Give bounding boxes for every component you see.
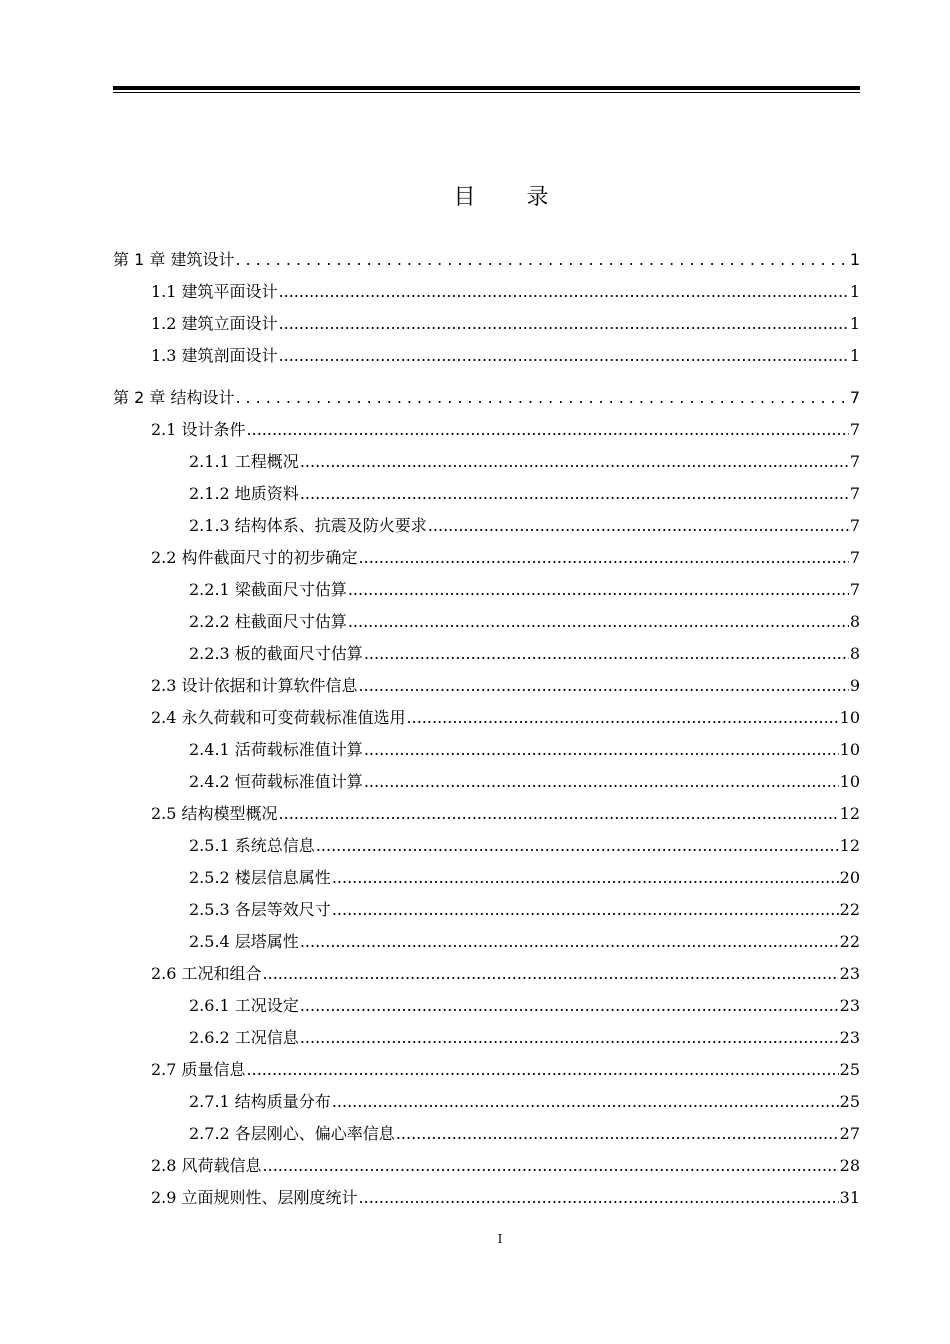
- header-rule-thick: [113, 86, 860, 90]
- toc-leader-dots: [316, 836, 839, 856]
- toc-leader-dots: [348, 612, 849, 632]
- toc-entry[interactable]: [113, 644, 860, 664]
- toc-entry-page-number: 25: [839, 1060, 860, 1079]
- toc-entry-label: 2.7 质量信息: [151, 1060, 246, 1079]
- toc-entry-page-number: 1: [849, 346, 860, 365]
- toc-entry[interactable]: [113, 612, 860, 632]
- toc-entry-page-number: 10: [839, 708, 860, 727]
- toc-entry-page-number: 1: [849, 314, 860, 333]
- toc-entry-label: 2.9 立面规则性、层刚度统计: [151, 1188, 358, 1207]
- toc-entry-page-number: 7: [849, 548, 860, 567]
- toc-leader-dots: [279, 346, 849, 366]
- toc-leader-dots: [279, 804, 839, 824]
- toc-entry-page-number: 23: [839, 964, 860, 983]
- toc-leader-dots: [359, 548, 849, 568]
- toc-leader-dots: [279, 282, 849, 302]
- toc-leader-dots: [332, 868, 839, 888]
- toc-entry-page-number: 7: [849, 420, 860, 439]
- toc-leader-dots: [235, 250, 848, 270]
- toc-leader-dots: [300, 1028, 839, 1048]
- toc-leader-dots: [300, 452, 849, 472]
- toc-entry-label: 2.3 设计依据和计算软件信息: [151, 676, 358, 695]
- toc-entry-label: 2.5.4 层塔属性: [189, 932, 299, 951]
- toc-entry-page-number: 23: [839, 1028, 860, 1047]
- toc-leader-dots: [348, 580, 849, 600]
- toc-entry-label: 2.5.1 系统总信息: [189, 836, 315, 855]
- toc-chapter-entry[interactable]: [113, 388, 860, 408]
- toc-leader-dots: [235, 388, 848, 408]
- toc-leader-dots: [359, 676, 849, 696]
- toc-entry[interactable]: [113, 996, 860, 1016]
- toc-leader-dots: [247, 420, 849, 440]
- toc-entry[interactable]: [113, 932, 860, 952]
- toc-entry[interactable]: [113, 1060, 860, 1080]
- toc-entry-page-number: 10: [839, 740, 860, 759]
- toc-entry-label: 2.1.1 工程概况: [189, 452, 299, 471]
- toc-entry-label: 1.3 建筑剖面设计: [151, 346, 278, 365]
- toc-entry[interactable]: [113, 548, 860, 568]
- toc-leader-dots: [300, 996, 839, 1016]
- toc-entry[interactable]: [113, 868, 860, 888]
- toc-entry[interactable]: [113, 452, 860, 472]
- toc-entry-label: 第 2 章 结构设计: [113, 388, 235, 407]
- toc-entry-label: 2.5 结构模型概况: [151, 804, 278, 823]
- toc-leader-dots: [407, 708, 839, 728]
- toc-entry-page-number: 7: [849, 388, 860, 407]
- toc-entry-page-number: 23: [839, 996, 860, 1015]
- toc-entry-label: 2.4.2 恒荷载标准值计算: [189, 772, 363, 791]
- toc-leader-dots: [300, 932, 839, 952]
- toc-entry[interactable]: [113, 804, 860, 824]
- toc-entry-page-number: 1: [849, 282, 860, 301]
- toc-entry[interactable]: [113, 708, 860, 728]
- toc-leader-dots: [263, 964, 839, 984]
- toc-entry-page-number: 7: [849, 580, 860, 599]
- toc-leader-dots: [279, 314, 849, 334]
- toc-entry-label: 2.4 永久荷载和可变荷载标准值选用: [151, 708, 406, 727]
- toc-leader-dots: [332, 1092, 839, 1112]
- toc-entry-page-number: 8: [849, 612, 860, 631]
- toc-entry[interactable]: [113, 740, 860, 760]
- toc-entry[interactable]: [113, 1188, 860, 1208]
- toc-entry[interactable]: [113, 1092, 860, 1112]
- toc-entry[interactable]: [113, 314, 860, 334]
- toc-entry[interactable]: [113, 516, 860, 536]
- toc-entry-label: 2.5.2 楼层信息属性: [189, 868, 331, 887]
- toc-leader-dots: [396, 1124, 839, 1144]
- toc-entry[interactable]: [113, 1028, 860, 1048]
- page-number-footer: I: [497, 1232, 503, 1246]
- toc-entry[interactable]: [113, 484, 860, 504]
- toc-entry-label: 2.2 构件截面尺寸的初步确定: [151, 548, 358, 567]
- toc-entry-label: 1.1 建筑平面设计: [151, 282, 278, 301]
- toc-leader-dots: [247, 1060, 839, 1080]
- toc-entry-label: 2.6.1 工况设定: [189, 996, 299, 1015]
- toc-entry-page-number: 27: [839, 1124, 860, 1143]
- toc-entry-label: 2.2.2 柱截面尺寸估算: [189, 612, 347, 631]
- toc-leader-dots: [364, 644, 849, 664]
- toc-entry-label: 2.7.2 各层刚心、偏心率信息: [189, 1124, 395, 1143]
- toc-entry-label: 2.6 工况和组合: [151, 964, 262, 983]
- toc-entry-page-number: 7: [849, 516, 860, 535]
- toc-entry-label: 2.2.1 梁截面尺寸估算: [189, 580, 347, 599]
- toc-entry[interactable]: [113, 772, 860, 792]
- toc-leader-dots: [332, 900, 839, 920]
- toc-entry-page-number: 12: [839, 804, 860, 823]
- toc-entry-page-number: 25: [839, 1092, 860, 1111]
- toc-entry[interactable]: [113, 1124, 860, 1144]
- toc-entry-page-number: 1: [849, 250, 860, 269]
- toc-entry-page-number: 8: [849, 644, 860, 663]
- toc-entry[interactable]: [113, 900, 860, 920]
- toc-entry-label: 第 1 章 建筑设计: [113, 250, 235, 269]
- toc-entry[interactable]: [113, 282, 860, 302]
- toc-entry[interactable]: [113, 964, 860, 984]
- toc-entry[interactable]: [113, 580, 860, 600]
- toc-entry-label: 2.8 风荷载信息: [151, 1156, 262, 1175]
- toc-leader-dots: [364, 772, 839, 792]
- toc-entry-label: 2.1 设计条件: [151, 420, 246, 439]
- toc-leader-dots: [364, 740, 839, 760]
- page-title: 目 录: [453, 185, 571, 210]
- toc-entry[interactable]: [113, 676, 860, 696]
- toc-chapter-entry[interactable]: [113, 250, 860, 270]
- toc-entry-page-number: 7: [849, 452, 860, 471]
- toc-leader-dots: [359, 1188, 839, 1208]
- header-rule-thin: [113, 92, 860, 93]
- toc-entry-page-number: 28: [839, 1156, 860, 1175]
- toc-entry-label: 2.1.3 结构体系、抗震及防火要求: [189, 516, 427, 535]
- toc-entry[interactable]: [113, 1156, 860, 1176]
- toc-entry-page-number: 22: [839, 900, 860, 919]
- toc-entry-page-number: 7: [849, 484, 860, 503]
- toc-entry-label: 2.6.2 工况信息: [189, 1028, 299, 1047]
- toc-entry-page-number: 9: [849, 676, 860, 695]
- toc-leader-dots: [428, 516, 849, 536]
- toc-entry[interactable]: [113, 836, 860, 856]
- toc-entry-label: 2.1.2 地质资料: [189, 484, 299, 503]
- toc-entry-label: 1.2 建筑立面设计: [151, 314, 278, 333]
- toc-leader-dots: [300, 484, 849, 504]
- toc-entry-label: 2.5.3 各层等效尺寸: [189, 900, 331, 919]
- toc-entry-page-number: 31: [839, 1188, 860, 1207]
- toc-entry-page-number: 20: [839, 868, 860, 887]
- toc-entry[interactable]: [113, 420, 860, 440]
- toc-leader-dots: [263, 1156, 839, 1176]
- toc-entry-label: 2.7.1 结构质量分布: [189, 1092, 331, 1111]
- toc-entry-page-number: 12: [839, 836, 860, 855]
- toc-entry-page-number: 22: [839, 932, 860, 951]
- toc-entry[interactable]: [113, 346, 860, 366]
- toc-entry-label: 2.2.3 板的截面尺寸估算: [189, 644, 363, 663]
- toc-entry-page-number: 10: [839, 772, 860, 791]
- toc-entry-label: 2.4.1 活荷载标准值计算: [189, 740, 363, 759]
